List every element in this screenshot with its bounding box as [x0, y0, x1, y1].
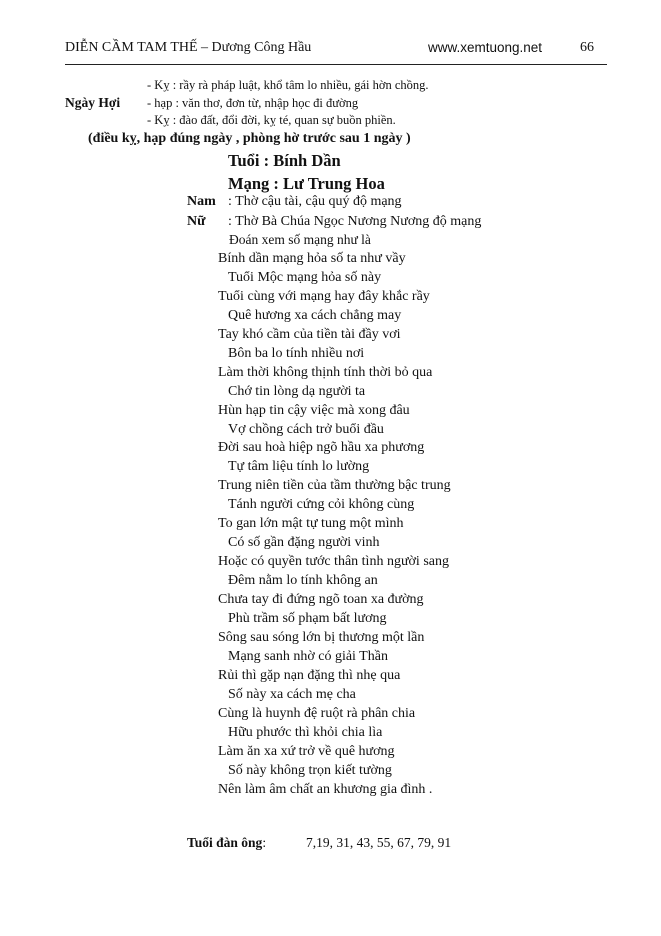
poem-line: Rủi thì gặp nạn đặng thì nhẹ qua	[218, 667, 401, 683]
poem-line: Bính dần mạng hỏa số ta như vầy	[218, 250, 406, 266]
poem-line: Hoặc có quyền tước thân tình người sang	[218, 554, 449, 570]
male-ages-values: 7,19, 31, 43, 55, 67, 79, 91	[306, 835, 452, 850]
bad-day-line-3: - Kỵ : đào đất, đổi đời, kỵ té, quan sự buồn phiền.	[147, 113, 396, 127]
poem-line: Mạng sanh nhờ có giải Thần	[228, 648, 388, 664]
page-number: 66	[580, 40, 594, 55]
poem-line: Làm thời không thịnh tính thời bỏ qua	[218, 364, 433, 380]
bad-day-line-2: - hạp : văn thơ, đơn từ, nhập học đi đường	[147, 96, 359, 110]
poem-line: Có số gần đặng người vinh	[228, 535, 380, 551]
age-title: Tuổi : Bính Dần	[228, 151, 341, 170]
poem-line: Hữu phước thì khỏi chia lìa	[228, 724, 383, 740]
poem-line: Nên làm âm chất an khương gia đình .	[218, 781, 433, 797]
poem-line: Tay khó cầm của tiền tài đầy vơi	[218, 326, 401, 342]
poem-line: Làm ăn xa xứ trở về quê hương	[218, 743, 395, 759]
poem-line: Tuổi cùng với mạng hay đây khắc rầy	[218, 288, 430, 304]
header-divider	[65, 64, 607, 65]
poem-line: Số này không trọn kiết tường	[228, 762, 392, 778]
poem-line: Phù trầm số phạm bất lương	[228, 611, 387, 626]
poem-line: Trung niên tiền của tầm thường bậc trung	[218, 478, 451, 494]
bad-day-label: Ngày Hợi	[65, 95, 121, 110]
poem-line: Tánh người cứng cỏi không cùng	[228, 497, 415, 513]
poem-line: Vợ chồng cách trở buổi đầu	[228, 421, 384, 437]
header-site: www.xemtuong.net	[428, 40, 543, 55]
poem-line: Chớ tin lòng dạ người ta	[228, 383, 366, 399]
poem-line: Sông sau sóng lớn bị thương một lần	[218, 629, 425, 645]
bad-day-note: (điều kỵ, hạp đúng ngày , phòng hờ trước sau 1 ngày )	[88, 131, 411, 146]
poem-line: Chưa tay đi đứng ngõ toan xa đường	[218, 592, 424, 608]
poem-line: Bôn ba lo tính nhiều nơi	[228, 345, 365, 361]
female-label: Nữ	[187, 214, 206, 229]
poem-line: To gan lớn mật tự tung một mình	[218, 516, 404, 532]
poem-line: Tuổi Mộc mạng hỏa số này	[228, 269, 382, 285]
poem-line: Quê hương xa cách chẳng may	[228, 307, 402, 323]
female-text: : Thờ Bà Chúa Ngọc Nương Nương độ mạng	[228, 214, 482, 229]
male-label: Nam	[187, 194, 216, 209]
male-text: : Thờ cậu tài, cậu quý độ mạng	[228, 194, 402, 209]
poem-line: Số này xa cách mẹ cha	[228, 686, 356, 702]
poem-line: Cùng là huynh đệ ruột rà phân chia	[218, 705, 416, 721]
poem-line: Đoán xem số mạng như là	[229, 232, 371, 247]
destiny-title: Mạng : Lư Trung Hoa	[228, 174, 385, 193]
poem-line: Hùn hạp tin cậy việc mà xong đâu	[218, 402, 410, 418]
header-title: DIỄN CẦM TAM THẾ – Dương Công Hầu	[65, 40, 312, 55]
poem-line: Đời sau hoà hiệp ngõ hầu xa phương	[218, 440, 425, 456]
bad-day-line-1: - Kỵ : rầy rà pháp luật, khổ tâm lo nhiều, gái hờn chồng.	[147, 78, 429, 92]
poem-line: Tự tâm liệu tính lo lường	[228, 459, 370, 475]
poem-line: Đêm nằm lo tính không an	[228, 573, 378, 589]
male-ages-label: Tuổi đàn ông:	[187, 835, 267, 850]
